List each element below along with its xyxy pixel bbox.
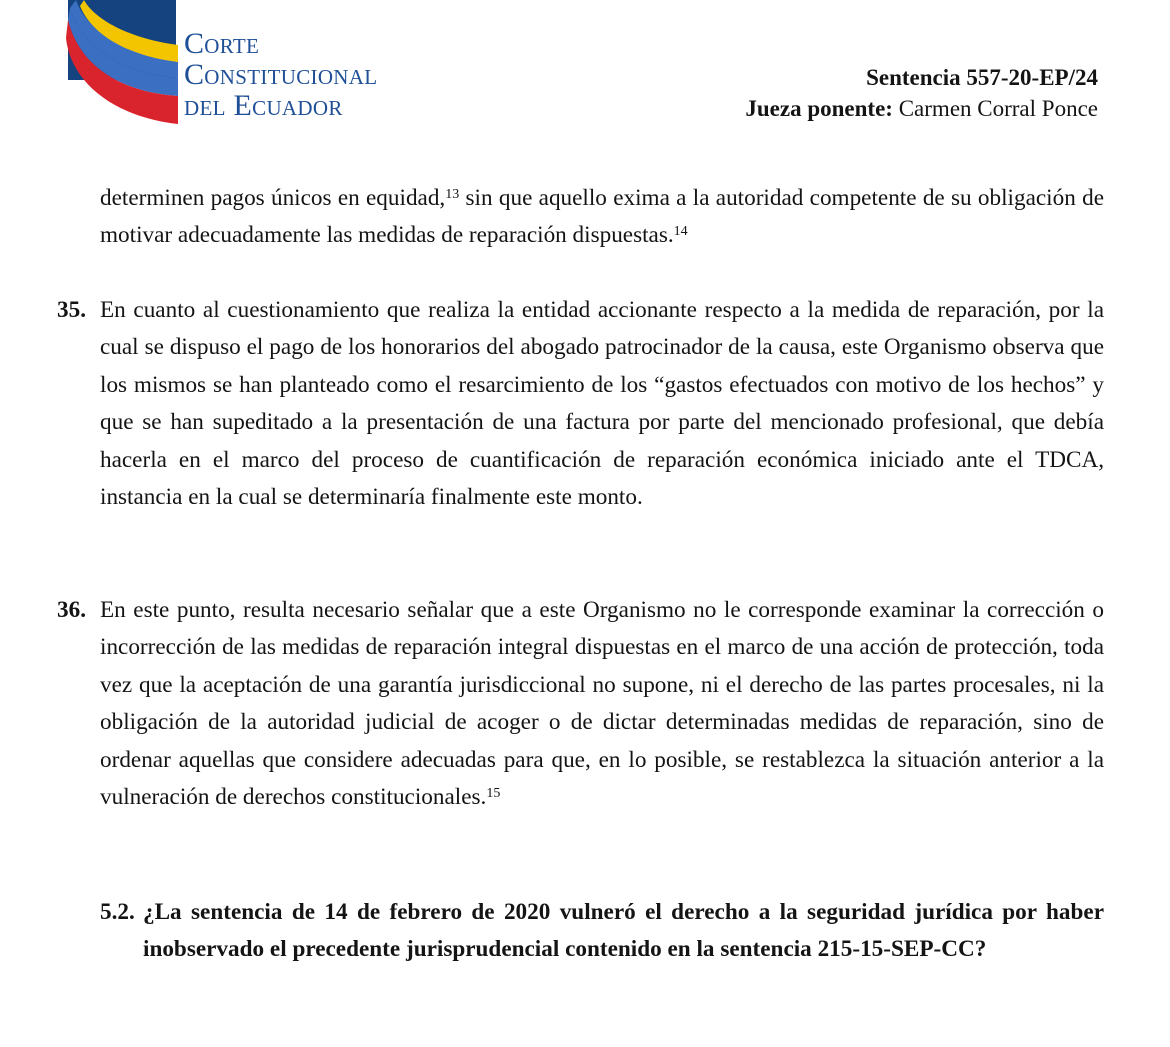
logo-line-2: Constitucional [184, 58, 378, 91]
section-title: ¿La sentencia de 14 de febrero de 2020 vulneró el derecho a la seguridad jurídica por haber inobservado el precedente jurisprudencial contenido en la sentencia 215-15-SEP-CC? [143, 899, 1104, 963]
paragraph-36-text: En este punto, resulta necesario señalar que a este Organismo no le corresponde examinar la corrección o incorrección de las medidas de reparación integral dispuestas en el marco de una acción de protección, toda vez que la aceptación de una garantía jurisdiccional no supone, ni el derecho de las partes procesales, ni la obligación de la autoridad judicial de acoger o de dictar determinadas medidas de reparación, sino de ordenar aquellas que considere adecuadas para que, en lo posible, se restablezca la situación anterior a la vulneración de derechos constitucionales. [100, 597, 1104, 811]
judge-name: Carmen Corral Ponce [892, 96, 1098, 121]
intro-text-b: sin que aquello exima a la autoridad competente de su obligación de motivar adecuadamente las medidas de reparación dispuestas. [100, 185, 1104, 249]
court-logo-text [184, 28, 377, 121]
case-number: Sentencia 557-20-EP/24 [866, 65, 1098, 90]
intro-paragraph [100, 180, 1104, 255]
court-emblem-icon [66, 0, 186, 125]
document-header [745, 62, 1098, 124]
logo-line-1: Corte [184, 27, 260, 60]
footnote-ref-14[interactable]: 14 [673, 224, 688, 240]
paragraph-36 [57, 592, 1104, 816]
paragraph-35-text: En cuanto al cuestionamiento que realiza la entidad accionante respecto a la medida de reparación, por la cual se dispuso el pago de los honorarios del abogado patrocinador de la causa, este Organismo observa que los mismos se han planteado como el resarcimiento de los “gastos efectuados con motivo de los hechos” y que se han supeditado a la presentación de una factura por parte del mencionado profesional, que debía hacerla en el marco del proceso de cuantificación de reparación económica iniciado ante el TDCA, instancia en la cual se determinaría finalmente este monto. [100, 297, 1104, 511]
paragraph-number-35: 35. [57, 297, 86, 323]
section-heading [100, 894, 1104, 969]
court-logo [66, 0, 466, 130]
section-number: 5.2. [100, 899, 135, 925]
intro-text-a: determinen pagos únicos en equidad, [100, 185, 446, 211]
logo-line-3: del Ecuador [184, 89, 343, 122]
footnote-ref-15[interactable]: 15 [486, 786, 501, 802]
judge-label: Jueza ponente: [745, 96, 893, 121]
paragraph-35 [57, 292, 1104, 516]
paragraph-number-36: 36. [57, 597, 86, 623]
footnote-ref-13[interactable]: 13 [445, 187, 460, 202]
judge-line [745, 93, 1098, 124]
